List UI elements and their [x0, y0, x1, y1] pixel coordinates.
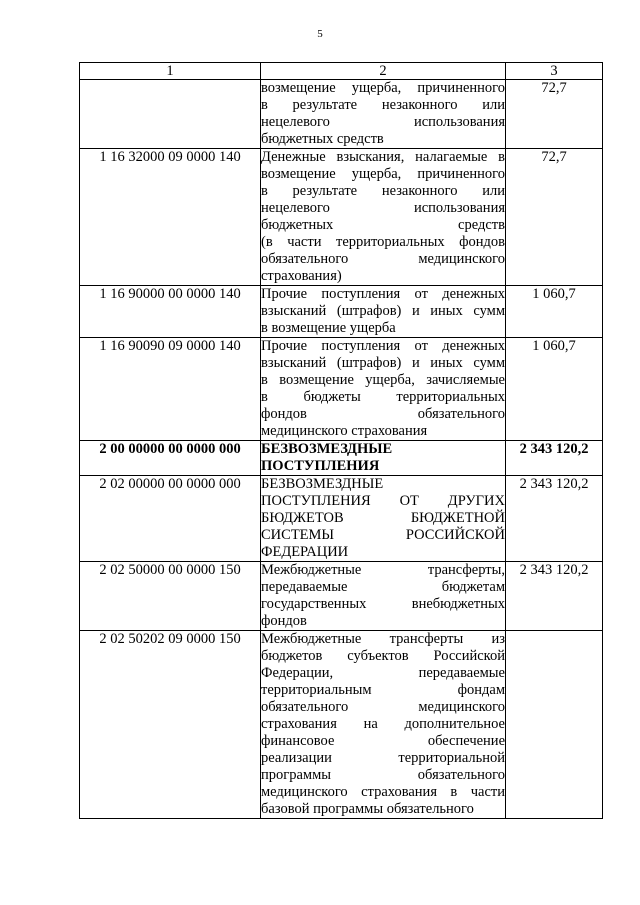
table-row: [80, 80, 603, 149]
description-line: бюджетов субъектов Российской: [261, 648, 505, 664]
description-line: БЕЗВОЗМЕЗДНЫЕ: [261, 476, 384, 492]
amount-value: 2 343 120,2: [506, 562, 603, 631]
description-line: в возмещение ущерба, зачисляемые: [261, 372, 505, 388]
revenue-description: [261, 149, 506, 286]
description-line: в возмещение ущерба: [261, 320, 396, 336]
description-line: государственных внебюджетных: [261, 596, 505, 612]
description-line: ПОСТУПЛЕНИЯ: [261, 458, 380, 474]
description-line: СИСТЕМЫ РОССИЙСКОЙ: [261, 527, 505, 543]
amount-value: 2 343 120,2: [506, 441, 603, 476]
amount-value: 1 060,7: [506, 338, 603, 441]
description-line: в бюджеты территориальных: [261, 389, 505, 405]
budget-code: 1 16 32000 09 0000 140: [80, 149, 261, 286]
description-line: Денежные взыскания, налагаемые в: [261, 149, 505, 165]
column-header-description: 2: [261, 63, 506, 80]
column-header-amount: 3: [506, 63, 603, 80]
description-line: нецелевого использования: [261, 200, 505, 216]
description-line: ПОСТУПЛЕНИЯ ОТ ДРУГИХ: [261, 493, 505, 509]
description-line: взысканий (штрафов) и иных сумм: [261, 303, 505, 319]
table-row: [80, 562, 603, 631]
description-line: обязательного медицинского: [261, 251, 505, 267]
description-line: передаваемые бюджетам: [261, 579, 505, 595]
amount-value: 72,7: [506, 80, 603, 149]
budget-code: 2 02 50000 00 0000 150: [80, 562, 261, 631]
table-row: [80, 338, 603, 441]
description-line: обязательного медицинского: [261, 699, 505, 715]
description-line: финансовое обеспечение: [261, 733, 505, 749]
description-line: бюджетных средств: [261, 131, 384, 147]
description-line: (в части территориальных фондов: [261, 234, 505, 250]
description-line: страхования на дополнительное: [261, 716, 505, 732]
table-row: [80, 476, 603, 562]
revenue-description: [261, 80, 506, 149]
description-line: фондов обязательного: [261, 406, 505, 422]
page-number: 5: [317, 28, 323, 40]
amount-value: 2 343 120,2: [506, 476, 603, 562]
description-line: медицинского страхования в части: [261, 784, 505, 800]
amount-value: 1 060,7: [506, 286, 603, 338]
description-line: страхования): [261, 268, 342, 284]
description-line: Федерации, передаваемые: [261, 665, 505, 681]
description-line: бюджетных средств: [261, 217, 505, 233]
description-line: программы обязательного: [261, 767, 505, 783]
table-header-row: [80, 63, 603, 80]
revenue-description: [261, 286, 506, 338]
description-line: медицинского страхования: [261, 423, 428, 439]
table-row: [80, 286, 603, 338]
budget-code: 1 16 90000 00 0000 140: [80, 286, 261, 338]
description-line: в результате незаконного или: [261, 97, 505, 113]
amount-value: [506, 631, 603, 819]
description-line: Межбюджетные трансферты из: [261, 631, 505, 647]
description-line: Межбюджетные трансферты,: [261, 562, 505, 578]
description-line: Прочие поступления от денежных: [261, 338, 505, 354]
description-line: фондов: [261, 613, 307, 629]
budget-code: 2 00 00000 00 0000 000: [80, 441, 261, 476]
budget-code: 2 02 50202 09 0000 150: [80, 631, 261, 819]
description-line: взысканий (штрафов) и иных сумм: [261, 355, 505, 371]
budget-code: 1 16 90090 09 0000 140: [80, 338, 261, 441]
column-header-code: 1: [80, 63, 261, 80]
description-line: возмещение ущерба, причиненного: [261, 166, 505, 182]
revenue-description: [261, 631, 506, 819]
description-line: ФЕДЕРАЦИИ: [261, 544, 349, 560]
revenue-description: [261, 562, 506, 631]
description-line: в результате незаконного или: [261, 183, 505, 199]
table-row: [80, 631, 603, 819]
description-line: базовой программы обязательного: [261, 801, 474, 817]
revenue-description: [261, 338, 506, 441]
budget-code: 2 02 00000 00 0000 000: [80, 476, 261, 562]
amount-value: 72,7: [506, 149, 603, 286]
description-line: реализации территориальной: [261, 750, 505, 766]
table-row: [80, 149, 603, 286]
description-line: Прочие поступления от денежных: [261, 286, 505, 302]
budget-code: [80, 80, 261, 149]
revenue-description: [261, 476, 506, 562]
budget-revenue-table: [79, 62, 603, 819]
description-line: нецелевого использования: [261, 114, 505, 130]
table-row: [80, 441, 603, 476]
description-line: БЕЗВОЗМЕЗДНЫЕ: [261, 441, 393, 457]
description-line: БЮДЖЕТОВ БЮДЖЕТНОЙ: [261, 510, 505, 526]
description-line: возмещение ущерба, причиненного: [261, 80, 505, 96]
description-line: территориальным фондам: [261, 682, 505, 698]
revenue-description: [261, 441, 506, 476]
